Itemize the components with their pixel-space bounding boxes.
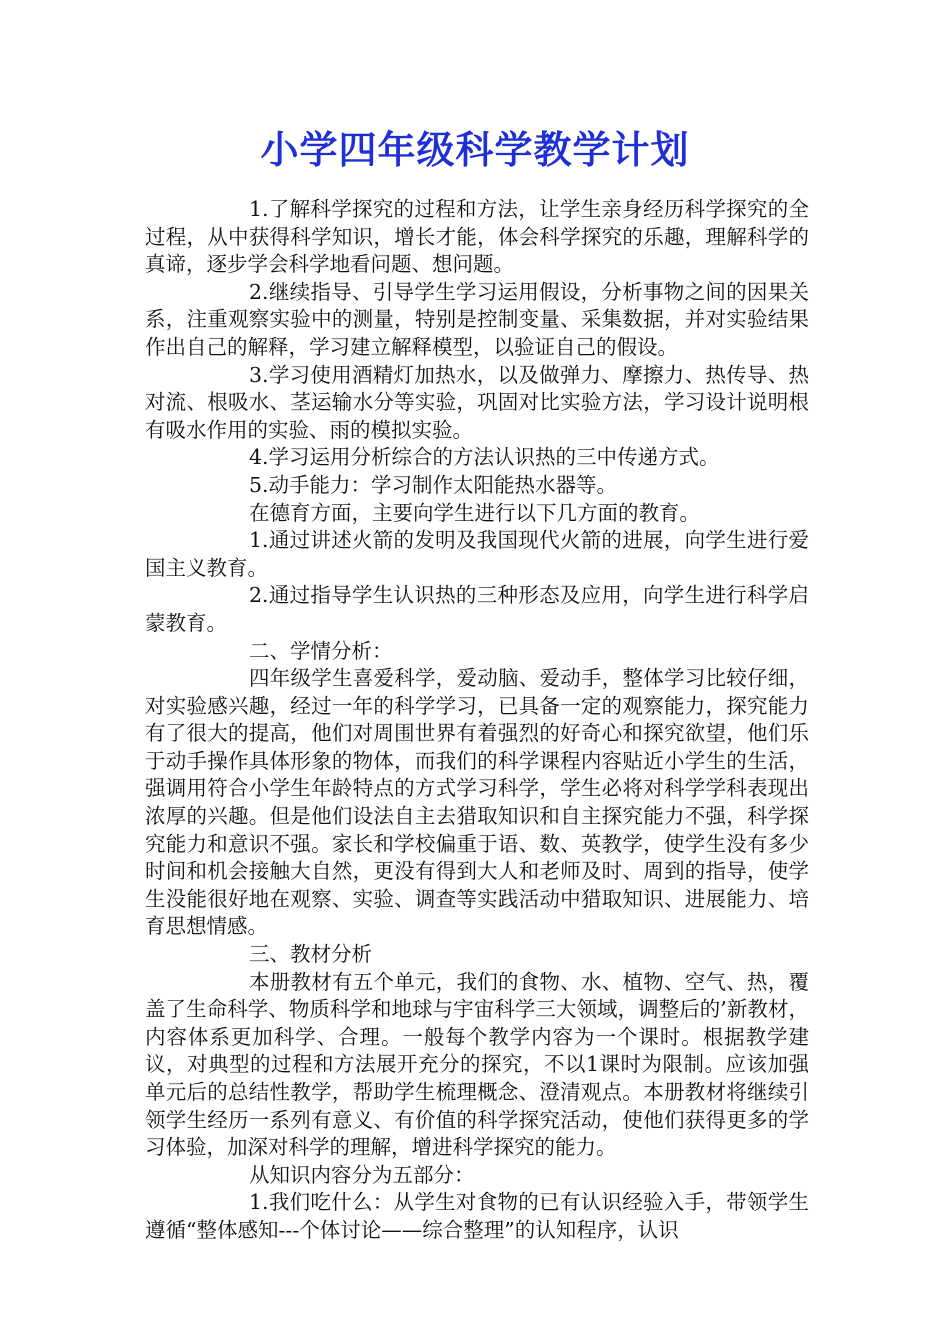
paragraph-content-intro: 从知识内容分为五部分： bbox=[249, 1162, 475, 1187]
paragraph-content-1: 1.我们吃什么：从学生对食物的已有认识经验入手，带领学生遵循“整体感知---个体讨论——综合整理”的认知程序，认识 bbox=[145, 1190, 809, 1242]
paragraph-moral-intro: 在德育方面，主要向学生进行以下几方面的教育。 bbox=[249, 500, 700, 525]
paragraph-moral-1: 1.通过讲述火箭的发明及我国现代火箭的进展，向学生进行爱国主义教育。 bbox=[145, 528, 809, 580]
paragraph-moral-2: 2.通过指导学生认识热的三种形态及应用，向学生进行科学启蒙教育。 bbox=[145, 583, 809, 635]
section-heading-textbook-analysis: 三、教材分析 bbox=[249, 942, 372, 967]
document-body bbox=[145, 196, 809, 1245]
paragraph-goal-4: 4.学习运用分析综合的方法认识热的三中传递方式。 bbox=[249, 445, 720, 470]
paragraph-textbook-analysis: 本册教材有五个单元，我们的食物、水、植物、空气、热，覆盖了生命科学、物质科学和地球与宇宙科学三大领域，调整后的’新教材，内容体系更加科学、合理。一般每个教学内容为一个课时。根据教学建议，对典型的过程和方法展开充分的探究，不以1课时为限制。应该加强单元后的总结性教学，帮助学生梳理概念、澄清观点。本册教材将继续引领学生经历一系列有意义、有价值的科学探究活动，使他们获得更多的学习体验，加深对科学的理解，增进科学探究的能力。 bbox=[145, 969, 809, 1160]
paragraph-goal-2: 2.继续指导、引导学生学习运用假设，分析事物之间的因果关系，注重观察实验中的测量，特别是控制变量、采集数据，并对实验结果作出自己的解释，学习建立解释模型，以验证自己的假设。 bbox=[145, 279, 809, 359]
document-title: 小学四年级科学教学计划 bbox=[260, 128, 690, 172]
paragraph-goal-1: 1.了解科学探究的过程和方法，让学生亲身经历科学探究的全过程，从中获得科学知识，增长才能，体会科学探究的乐趣，理解科学的真谛，逐步学会科学地看问题、想问题。 bbox=[145, 197, 809, 277]
paragraph-student-analysis: 四年级学生喜爱科学，爱动脑、爱动手，整体学习比较仔细，对实验感兴趣，经过一年的科学学习，已具备一定的观察能力，探究能力有了很大的提高，他们对周围世界有着强烈的好奇心和探究欲望，他们乐于动手操作具体形象的物体，而我们的科学课程内容贴近小学生的生活，强调用符合小学生年龄特点的方式学习科学，学生必将对科学学科表现出浓厚的兴趣。但是他们设法自主去猎取知识和自主探究能力不强，科学探究能力和意识不强。家长和学校偏重于语、数、英教学，使学生没有多少时间和机会接触大自然，更没有得到大人和老师及时、周到的指导，使学生没能很好地在观察、实验、调查等实践活动中猎取知识、进展能力、培育思想情感。 bbox=[145, 666, 809, 939]
paragraph-goal-5: 5.动手能力：学习制作太阳能热水器等。 bbox=[249, 472, 618, 497]
section-heading-student-analysis: 二、学情分析： bbox=[249, 638, 393, 663]
paragraph-goal-3: 3.学习使用酒精灯加热水，以及做弹力、摩擦力、热传导、热对流、根吸水、茎运输水分等实验，巩固对比实验方法，学习设计说明根有吸水作用的实验、雨的模拟实验。 bbox=[145, 362, 809, 442]
